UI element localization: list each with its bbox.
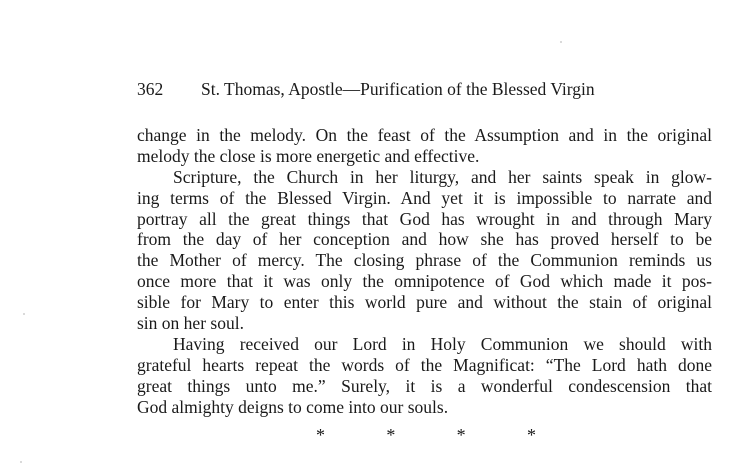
running-head [137,79,712,99]
scan-speck [23,313,25,315]
text-line: Scripture, the Church in her liturgy, and her saints speak in glow- [173,166,712,187]
asterisk: * [456,425,466,445]
body-text [137,125,712,417]
scan-speck [20,461,22,463]
section-separator [316,424,536,446]
text-line: ing terms of the Blessed Virgin. And yet it is impossible to narrate and [137,187,712,208]
asterisk: * [526,425,536,445]
text-line: change in the melody. On the feast of the Assumption and in the original [137,125,712,145]
text-line: the Mother of mercy. The closing phrase of the Communion reminds us [137,250,712,271]
text-line: sible for Mary to enter this world pure and without the stain of original [137,292,712,313]
text-line: God almighty deigns to come into our souls. [137,396,449,417]
text-line: portray all the great things that God has wrought in and through Mary [137,208,712,229]
text-line: from the day of her conception and how she has proved herself to be [137,229,712,250]
text-line: melody the close is more energetic and effective. [137,145,480,166]
text-line: sin on her soul. [137,313,244,334]
text-line: Having received our Lord in Holy Communion we should with [173,333,712,354]
scan-speck [560,41,562,43]
asterisk: * [386,425,396,445]
page-number: 362 [137,79,164,99]
asterisk: * [316,425,325,445]
running-title: St. Thomas, Apostle—Purification of the Blessed Virgin [201,79,595,99]
text-line: grateful hearts repeat the words of the Magnificat: “The Lord hath done [137,354,712,375]
text-line: once more that it was only the omnipotence of God which made it pos- [137,271,712,292]
text-line: great things unto me.” Surely, it is a wonderful condescension that [137,375,712,396]
